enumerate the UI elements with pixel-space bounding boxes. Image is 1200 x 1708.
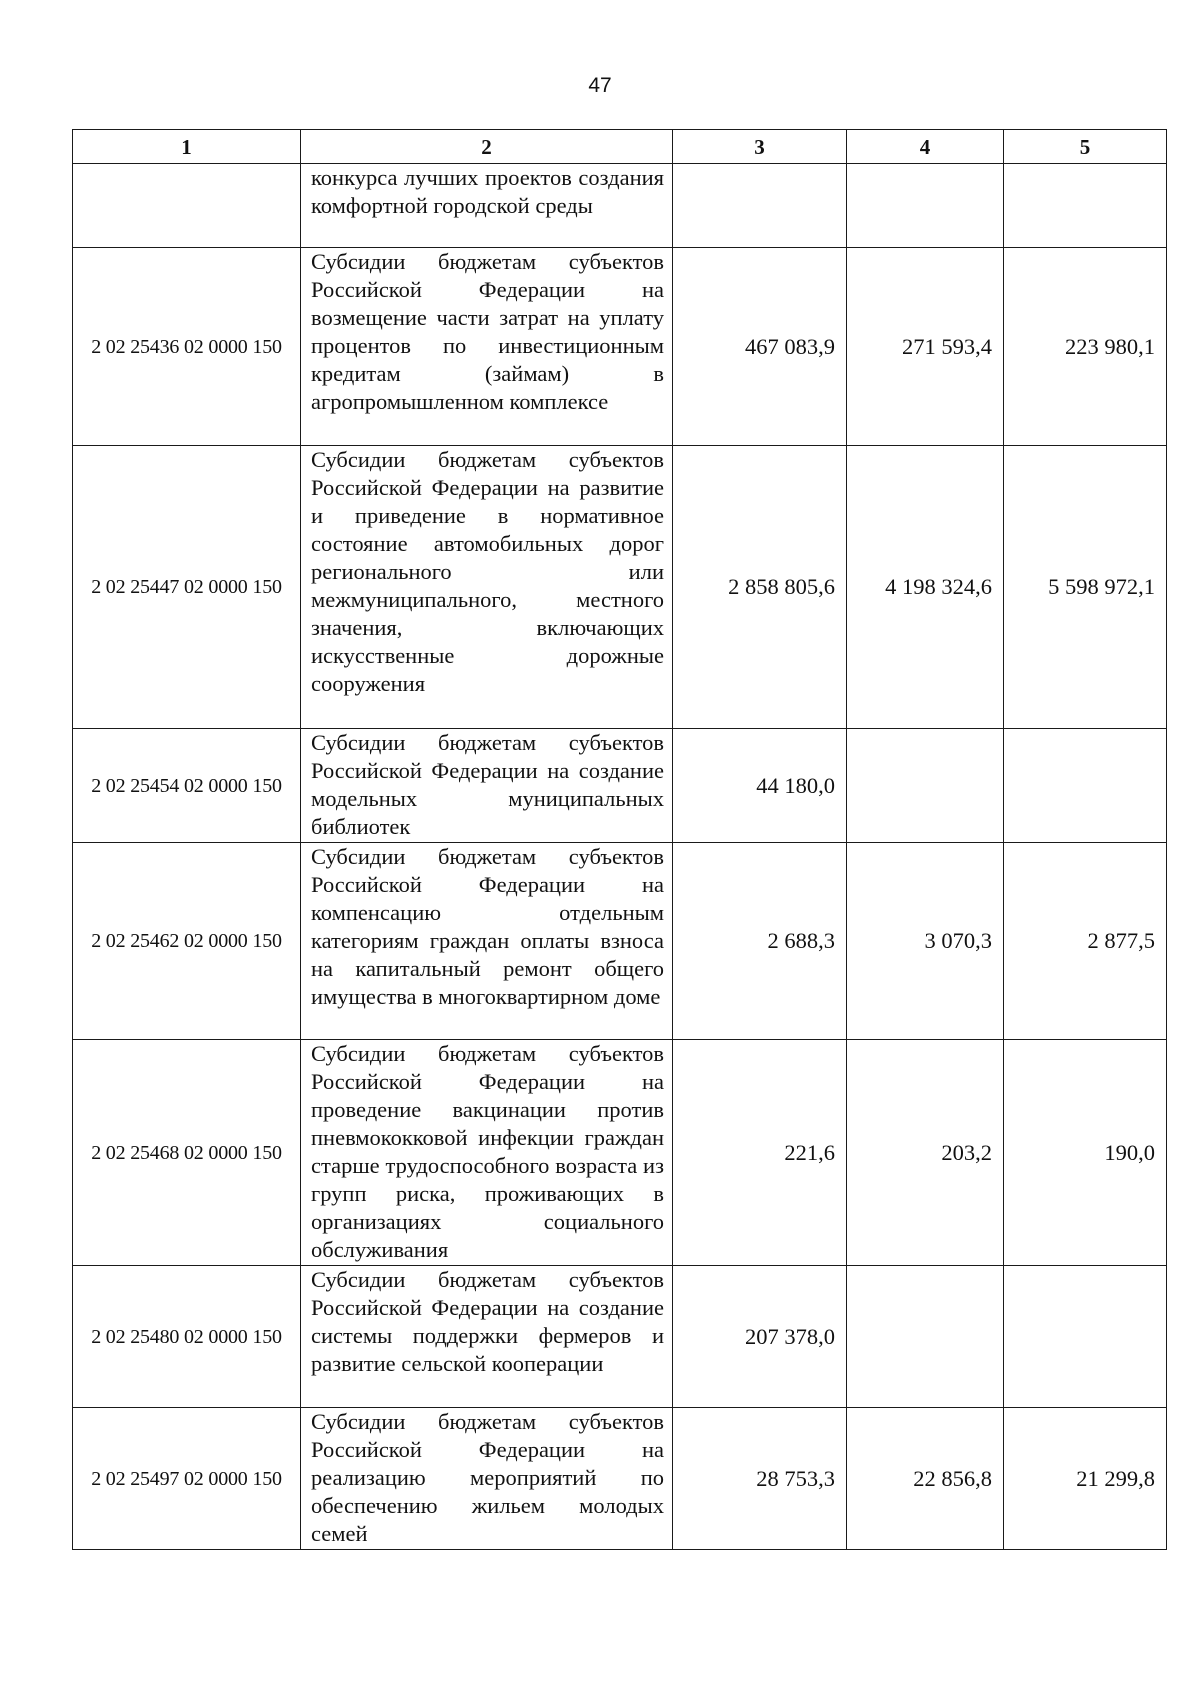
row-description: Субсидии бюджетам субъектов Российской Федерации на возмещение части затрат на уплату процентов по инвестиционным кредитам (займам) в агропромышленном комплексе <box>301 248 673 446</box>
row-value-col5: 2 877,5 <box>1004 843 1167 1040</box>
row-value-col3: 207 378,0 <box>673 1266 847 1408</box>
row-description: Субсидии бюджетам субъектов Российской Федерации на развитие и приведение в нормативное состояние автомобильных дорог регионального или межмуниципального, местного значения, включающих искусственные дорожные сооружения <box>301 446 673 729</box>
table-row <box>73 729 1167 843</box>
header-col-2: 2 <box>301 130 673 164</box>
row-value-col4 <box>847 164 1004 248</box>
row-value-col3: 44 180,0 <box>673 729 847 843</box>
row-description: Субсидии бюджетам субъектов Российской Федерации на создание модельных муниципальных библиотек <box>301 729 673 843</box>
table-row <box>73 446 1167 729</box>
row-code: 2 02 25454 02 0000 150 <box>73 729 301 843</box>
row-description: конкурса лучших проектов создания комфортной городской среды <box>301 164 673 248</box>
row-value-col4: 271 593,4 <box>847 248 1004 446</box>
row-value-col4 <box>847 729 1004 843</box>
row-value-col3: 467 083,9 <box>673 248 847 446</box>
table-row <box>73 1408 1167 1550</box>
page-number: 47 <box>588 74 612 97</box>
row-value-col3 <box>673 164 847 248</box>
row-description: Субсидии бюджетам субъектов Российской Федерации на проведение вакцинации против пневмококковой инфекции граждан старше трудоспособного возраста из групп риска, проживающих в организациях социального обслуживания <box>301 1040 673 1266</box>
row-code: 2 02 25480 02 0000 150 <box>73 1266 301 1408</box>
row-value-col5 <box>1004 729 1167 843</box>
row-value-col4: 203,2 <box>847 1040 1004 1266</box>
row-value-col5: 5 598 972,1 <box>1004 446 1167 729</box>
header-col-1: 1 <box>73 130 301 164</box>
row-value-col4: 4 198 324,6 <box>847 446 1004 729</box>
row-value-col5: 223 980,1 <box>1004 248 1167 446</box>
row-value-col3: 28 753,3 <box>673 1408 847 1550</box>
row-value-col5 <box>1004 1266 1167 1408</box>
row-code: 2 02 25436 02 0000 150 <box>73 248 301 446</box>
row-code: 2 02 25497 02 0000 150 <box>73 1408 301 1550</box>
row-code: 2 02 25447 02 0000 150 <box>73 446 301 729</box>
row-value-col3: 221,6 <box>673 1040 847 1266</box>
header-col-3: 3 <box>673 130 847 164</box>
row-code: 2 02 25468 02 0000 150 <box>73 1040 301 1266</box>
row-value-col4: 3 070,3 <box>847 843 1004 1040</box>
row-value-col5 <box>1004 164 1167 248</box>
table-row <box>73 164 1167 248</box>
table-row <box>73 843 1167 1040</box>
row-value-col4 <box>847 1266 1004 1408</box>
row-value-col4: 22 856,8 <box>847 1408 1004 1550</box>
row-code: 2 02 25462 02 0000 150 <box>73 843 301 1040</box>
header-row <box>73 130 1167 164</box>
row-value-col3: 2 858 805,6 <box>673 446 847 729</box>
header-col-5: 5 <box>1004 130 1167 164</box>
table-row <box>73 1266 1167 1408</box>
header-col-4: 4 <box>847 130 1004 164</box>
row-description: Субсидии бюджетам субъектов Российской Федерации на создание системы поддержки фермеров и развитие сельской кооперации <box>301 1266 673 1408</box>
row-value-col5: 190,0 <box>1004 1040 1167 1266</box>
table-row <box>73 1040 1167 1266</box>
row-code <box>73 164 301 248</box>
row-description: Субсидии бюджетам субъектов Российской Федерации на компенсацию отдельным категориям граждан оплаты взноса на капитальный ремонт общего имущества в многоквартирном доме <box>301 843 673 1040</box>
table-row <box>73 248 1167 446</box>
row-value-col3: 2 688,3 <box>673 843 847 1040</box>
budget-table <box>72 129 1167 1550</box>
row-description: Субсидии бюджетам субъектов Российской Федерации на реализацию мероприятий по обеспечению жильем молодых семей <box>301 1408 673 1550</box>
row-value-col5: 21 299,8 <box>1004 1408 1167 1550</box>
